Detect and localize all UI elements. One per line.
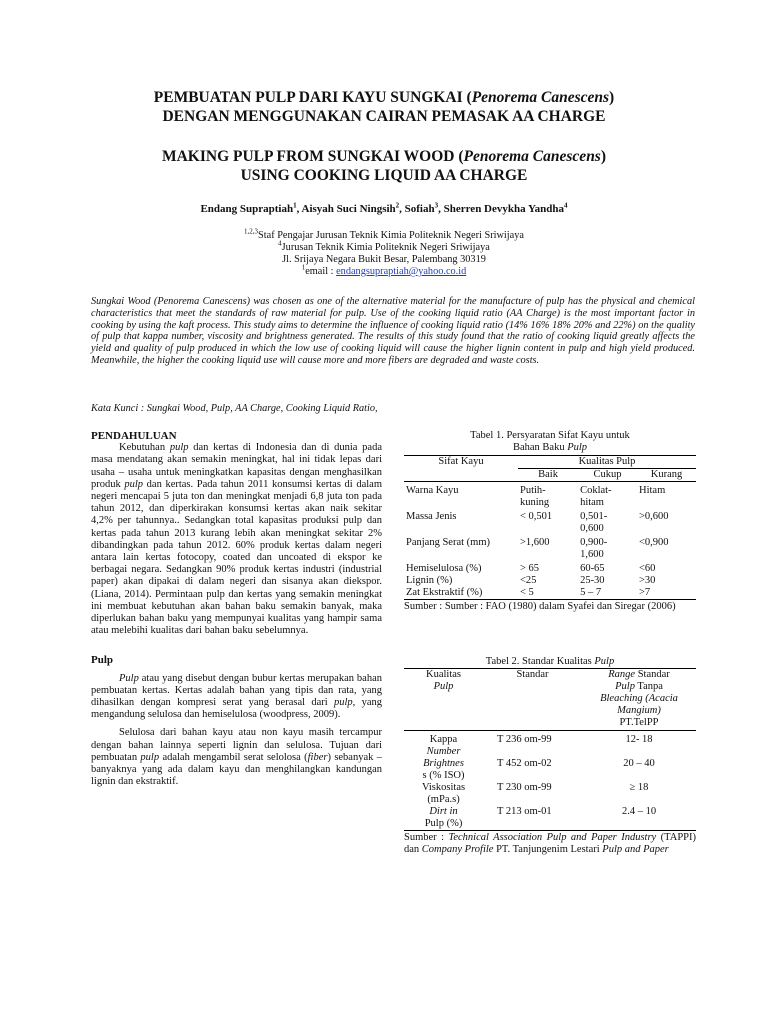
table2-header-range xyxy=(582,669,696,731)
cell xyxy=(404,782,483,806)
cell: >0,600 xyxy=(639,511,669,523)
cell: 2.4 – 10 xyxy=(621,806,657,818)
cell: 12- 18 xyxy=(625,734,653,746)
cell: Lignin (%) xyxy=(406,575,453,587)
italic-term: pulp xyxy=(140,751,160,763)
cell: 0,501- 0,600 xyxy=(580,511,608,535)
table-row xyxy=(404,782,696,806)
text: , yang mengandung selulosa dan hemiselulosa (woodpress, 2009). xyxy=(91,697,382,721)
section-heading-pendahuluan: PENDAHULUAN xyxy=(91,430,177,442)
cell-line: Viskositas xyxy=(421,782,466,794)
cell: Panjang Serat (mm) xyxy=(406,537,490,549)
cell: Warna Kayu xyxy=(406,485,459,497)
email-label: email : xyxy=(305,266,337,277)
title-en-species: Penorema Canescens xyxy=(463,148,601,165)
header-italic: Pulp xyxy=(433,681,454,693)
author-name: Sofiah xyxy=(404,203,435,215)
italic-term: pulp xyxy=(124,478,144,490)
caption-line: Tabel 1. Persyaratan Sifat Kayu untuk xyxy=(470,430,630,441)
caption-italic: Pulp xyxy=(567,442,588,454)
author-sup: 3 xyxy=(434,201,439,210)
author-sep: , xyxy=(438,203,444,215)
text: ) sebanyak – banyaknya yang ada dalam kayu dan menghilangkan kandungan lignin dan ekstraktif. xyxy=(91,751,382,788)
italic-term: Pulp xyxy=(119,672,139,684)
cell: 0,900- 1,600 xyxy=(580,537,608,561)
cell-line: Kappa xyxy=(429,734,458,746)
source-text: Sumber : xyxy=(404,832,449,844)
table-row xyxy=(404,587,696,600)
title-id-close: ) xyxy=(609,89,615,106)
abstract: Sungkai Wood (Penorema Canescens) was chosen as one of the alternative material for the manufacture of pulp has the physical and chemical characteristics that meet the standards of raw material for pulp. Use of the cooking liquid ratio (AA Charge) is the most important factor in cooking by using the kaft process. This study aims to determine the influence of cooking liquid ratio (14% 16% 18% 20% and 22%) on the quality of pulp that kappa number, viscosity and brightness generated. The results of this study found that the ratio of cooking liquid greatly affects the yield and quality of pulp produced in which the low use of cooking liquid will cause the higher lignin content in pulp and high yield produced. Meanwhile, the higher the cooking liquid use will cause more and more fibers are degraded and waste costs. xyxy=(91,296,695,366)
italic-term: pulp xyxy=(333,697,353,709)
author-name: Sherren Devykha Yandha xyxy=(443,203,565,215)
caption-text: Bahan Baku xyxy=(512,442,568,454)
cell: Coklat- hitam xyxy=(580,485,612,509)
cell-line: s (% ISO) xyxy=(422,770,465,782)
cell xyxy=(404,731,483,759)
cell: 60-65 xyxy=(580,563,605,575)
table1-header-kurang: Kurang xyxy=(650,469,683,481)
table-row xyxy=(404,482,696,510)
table2-header-kualitas xyxy=(404,669,483,731)
header-italic: Bleaching (Acacia Mangium) xyxy=(600,693,678,717)
table-row xyxy=(404,731,696,759)
cell: >7 xyxy=(639,587,651,599)
author-sep: , xyxy=(296,203,302,215)
cell: 25-30 xyxy=(580,575,605,587)
table2-block xyxy=(404,656,696,857)
section-heading-pulp: Pulp xyxy=(91,654,114,667)
title-english xyxy=(0,147,768,185)
author-name: Aisyah Suci Ningsih xyxy=(301,203,396,215)
title-en-line1: MAKING PULP FROM SUNGKAI WOOD ( xyxy=(161,148,464,165)
cell: T 452 om-02 xyxy=(497,758,552,770)
source-text: PT. Tanjungenim Lestari xyxy=(493,844,603,856)
title-en-line2: USING COOKING LIQUID AA CHARGE xyxy=(240,167,528,184)
table-row xyxy=(404,806,696,831)
table-row xyxy=(404,575,696,587)
italic-term: pulp xyxy=(169,442,189,454)
italic-term: fiber xyxy=(307,751,328,763)
cell-italic: Brightnes xyxy=(423,758,464,770)
table-row xyxy=(404,509,696,535)
title-id-line2: DENGAN MENGGUNAKAN CAIRAN PEMASAK AA CHARGE xyxy=(162,108,606,125)
paragraph-selulosa xyxy=(91,727,382,788)
cell-line: (mPa.s) xyxy=(427,794,460,806)
cell: T 230 om-99 xyxy=(497,782,552,794)
table2-caption xyxy=(404,656,696,668)
cell: T 236 om-99 xyxy=(497,734,552,746)
cell: Zat Ekstraktif (%) xyxy=(406,587,483,599)
cell: >30 xyxy=(639,575,656,587)
cell: T 213 om-01 xyxy=(497,806,552,818)
table-row xyxy=(404,561,696,575)
header-text: Kualitas xyxy=(426,669,461,681)
cell: <0,900 xyxy=(639,537,669,549)
affil-sup: 1 xyxy=(301,263,306,272)
table1-header-kualitas: Kualitas Pulp xyxy=(518,456,696,469)
table1-source: Sumber : Sumber : FAO (1980) dalam Syafei dan Siregar (2006) xyxy=(404,601,676,613)
cell-italic: Dirt in xyxy=(429,806,458,818)
affil-line1: Staf Pengajar Jurusan Teknik Kimia Politeknik Negeri Sriwijaya xyxy=(258,230,524,241)
cell: Putih- kuning xyxy=(520,485,550,509)
title-id-line1: PEMBUATAN PULP DARI KAYU SUNGKAI ( xyxy=(153,89,472,106)
header-text: PT.TelPP xyxy=(619,717,659,729)
text: Selulosa dari bahan kayu atau non kayu masih tercampur dengan bahan lainnya seperti lignin dan selulosa. Tujuan dari pembuatan xyxy=(91,727,382,763)
table2-source xyxy=(404,832,696,856)
cell: ≥ 18 xyxy=(629,782,649,794)
cell xyxy=(404,758,483,782)
header-italic: Range xyxy=(608,669,636,681)
cell-line: Pulp (%) xyxy=(424,818,463,830)
affil-line2: Jurusan Teknik Kimia Politeknik Negeri Sriwijaya xyxy=(281,242,490,253)
text: dan kertas. Pada tahun 2011 konsumsi kertas di dalam negeri mencapai 5 juta ton dan meningkat menjadi 6,8 juta ton pada tahun 2012, dan diperkirakan konsumsi kertas akan naik sekitar 4,2% per tahunnya.. Sedangkan total kapasitas produksi pulp dan kertas pada tahun 2013 kurang lebih akan meningkat sekitar 2% dibandingkan pada tahun 2012. 60% produk kertas dalam negeri antara lain kertas fotocopy, coated dan uncoated di ekspor ke berbagai negara. Sedangkan 90% produk kertas industri (industrial paper) akan dipakai di dalam negeri dan sisanya akan diekspor. (Liana, 2014). Permintaan pulp dan kertas yang semakin meningkat ini membuat kebutuhan akan bahan baku semakin banyak, maka diperlukan bahan baku yang mempunyai kualitas yang hampir sama atau melebihi kualitas dari bahan baku sebelumnya. xyxy=(91,478,382,637)
email-link[interactable]: endangsupraptiah@yahoo.co.id xyxy=(336,266,467,277)
cell: Hemiselulosa (%) xyxy=(406,563,482,575)
source-text: (TAPPI) dan xyxy=(404,832,696,856)
caption-text: Tabel 2. Standar Kualitas xyxy=(485,656,595,667)
title-en-close: ) xyxy=(600,148,607,165)
affiliation xyxy=(0,227,768,278)
header-text: Tanpa xyxy=(634,681,663,693)
paragraph-pulp xyxy=(91,673,382,722)
author-name: Endang Supraptiah xyxy=(200,203,294,215)
cell: < 0,501 xyxy=(520,511,553,523)
table-row xyxy=(404,758,696,782)
cell: Massa Jenis xyxy=(406,511,457,523)
title-indonesian xyxy=(0,88,768,126)
header-italic: Pulp xyxy=(615,681,635,693)
left-column xyxy=(91,430,382,788)
affil-line3: Jl. Srijaya Negara Bukit Besar, Palembang 30319 xyxy=(282,254,486,265)
cell: <25 xyxy=(520,575,537,587)
author-sup: 1 xyxy=(293,201,297,210)
author-list xyxy=(0,203,768,215)
cell: 20 – 40 xyxy=(623,758,655,770)
table1-header-cukup: Cukup xyxy=(593,469,622,481)
table1-caption xyxy=(404,430,696,454)
source-italic: Technical Association Pulp and Paper Industry xyxy=(448,832,657,844)
table1-header-sifat: Sifat Kayu xyxy=(438,456,484,468)
table2-header-standar: Standar xyxy=(516,669,549,681)
cell: 5 – 7 xyxy=(580,587,602,599)
table1 xyxy=(404,455,696,600)
cell xyxy=(404,806,483,831)
table1-header-baik: Baik xyxy=(538,469,558,481)
cell: <60 xyxy=(639,563,656,575)
text: atau yang disebut dengan bubur kertas merupakan bahan pembuatan kertas. Kertas adalah bahan yang tipis dan rata, yang dihasilkan dengan kompresi serat yang berasal dari xyxy=(91,672,382,709)
affil-sup: 1,2,3 xyxy=(244,227,259,236)
table-row xyxy=(404,535,696,561)
text: dan kertas di Indonesia dan di dunia pada masa mendatang akan semakin meningkat, hal ini tidak lepas dari usaha – usaha untuk meningkatkan kapasitas dengan menghasilkan produk xyxy=(91,442,382,490)
cell: Hitam xyxy=(639,485,666,497)
affil-sup: 4 xyxy=(278,239,282,248)
keywords: Kata Kunci : Sungkai Wood, Pulp, AA Charge, Cooking Liquid Ratio, xyxy=(91,403,378,414)
source-italic: Company Profile xyxy=(421,844,494,856)
text: adalah mengambil serat selolosa ( xyxy=(159,751,308,763)
header-text: Standar xyxy=(635,669,670,681)
table2 xyxy=(404,668,696,831)
caption-italic: Pulp xyxy=(594,656,615,667)
author-sup: 2 xyxy=(395,201,400,210)
cell: >1,600 xyxy=(520,537,550,549)
author-sep: , xyxy=(399,203,405,215)
source-italic: Pulp and Paper xyxy=(602,844,669,856)
title-id-species: Penorema Canescens xyxy=(471,89,610,106)
text: Kebutuhan xyxy=(119,442,170,454)
table1-block xyxy=(404,430,696,614)
cell: > 65 xyxy=(520,563,540,575)
author-sup: 4 xyxy=(564,201,568,210)
cell-italic: Number xyxy=(426,746,461,758)
cell: < 5 xyxy=(520,587,534,599)
paragraph-intro xyxy=(91,442,382,637)
